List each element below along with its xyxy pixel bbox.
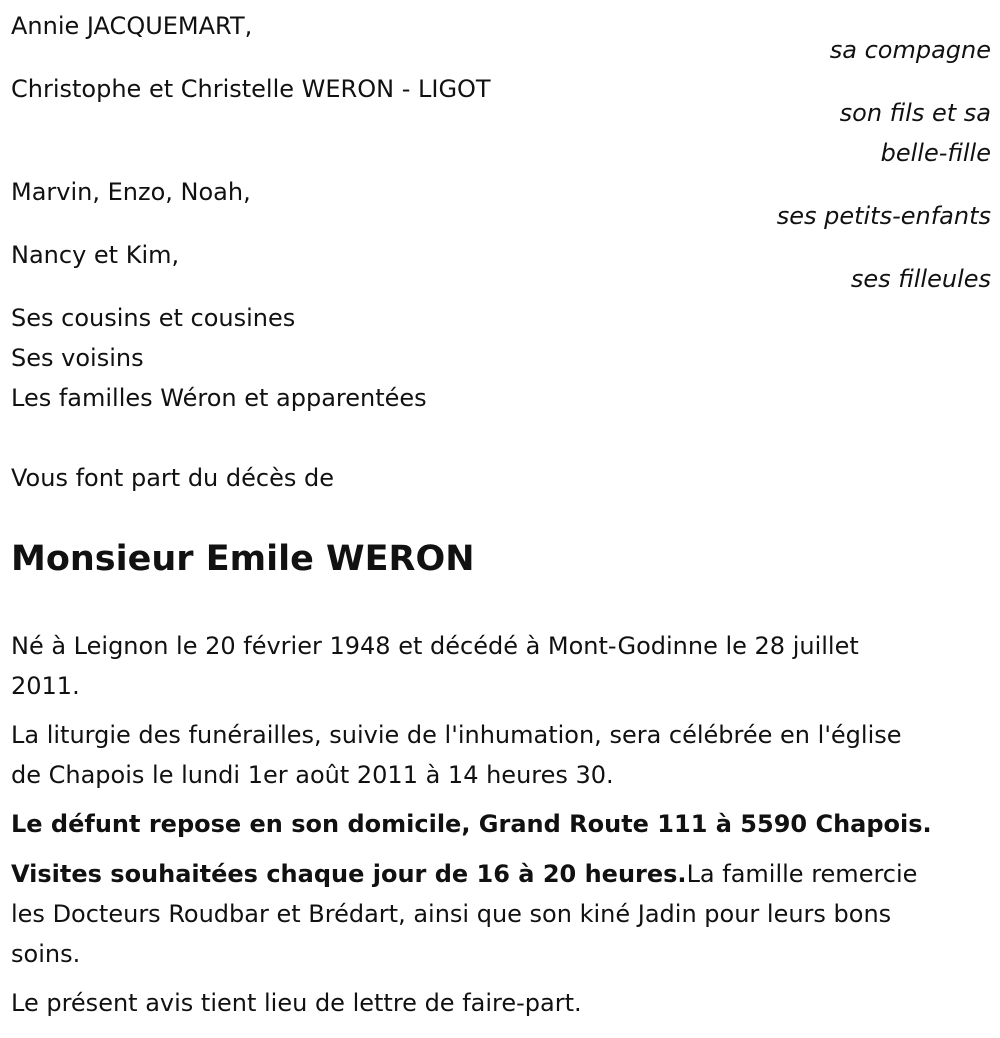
family-relation: belle-fille: [880, 139, 991, 167]
liturgy-text: La liturgie des funérailles, suivie de l'inhumation, sera célébrée en l'église: [11, 721, 902, 749]
visits-text: Visites souhaitées chaque jour de 16 à 20 heures.: [11, 860, 687, 888]
announcement-text: Vous font part du décès de: [11, 464, 334, 492]
family-name: Christophe et Christelle WERON - LIGOT: [11, 75, 491, 103]
birth-death-text: 2011.: [11, 672, 80, 700]
repose-text: Le défunt repose en son domicile, Grand Route 111 à 5590 Chapois.: [11, 810, 932, 838]
family-name: Marvin, Enzo, Noah,: [11, 178, 251, 206]
family-name: Nancy et Kim,: [11, 241, 180, 269]
visits-line: [11, 854, 917, 894]
others-line: Ses voisins: [11, 344, 144, 372]
thanks-text: les Docteurs Roudbar et Brédart, ainsi que son kiné Jadin pour leurs bons: [11, 900, 892, 928]
thanks-text: soins.: [11, 940, 81, 968]
family-name: Annie JACQUEMART,: [11, 12, 253, 40]
others-line: Ses cousins et cousines: [11, 304, 296, 332]
others-line: Les familles Wéron et apparentées: [11, 384, 427, 412]
closing-text: Le présent avis tient lieu de lettre de faire-part.: [11, 989, 582, 1017]
family-relation: son fils et sa: [839, 99, 991, 127]
family-relation: sa compagne: [829, 36, 991, 64]
family-relation: ses petits-enfants: [776, 202, 991, 230]
birth-death-text: Né à Leignon le 20 février 1948 et décédé à Mont-Godinne le 28 juillet: [11, 632, 859, 660]
family-relation: ses filleules: [850, 265, 991, 293]
liturgy-text: de Chapois le lundi 1er août 2011 à 14 heures 30.: [11, 761, 614, 789]
thanks-text: La famille remercie: [686, 860, 918, 888]
deceased-name: Monsieur Emile WERON: [11, 539, 475, 579]
